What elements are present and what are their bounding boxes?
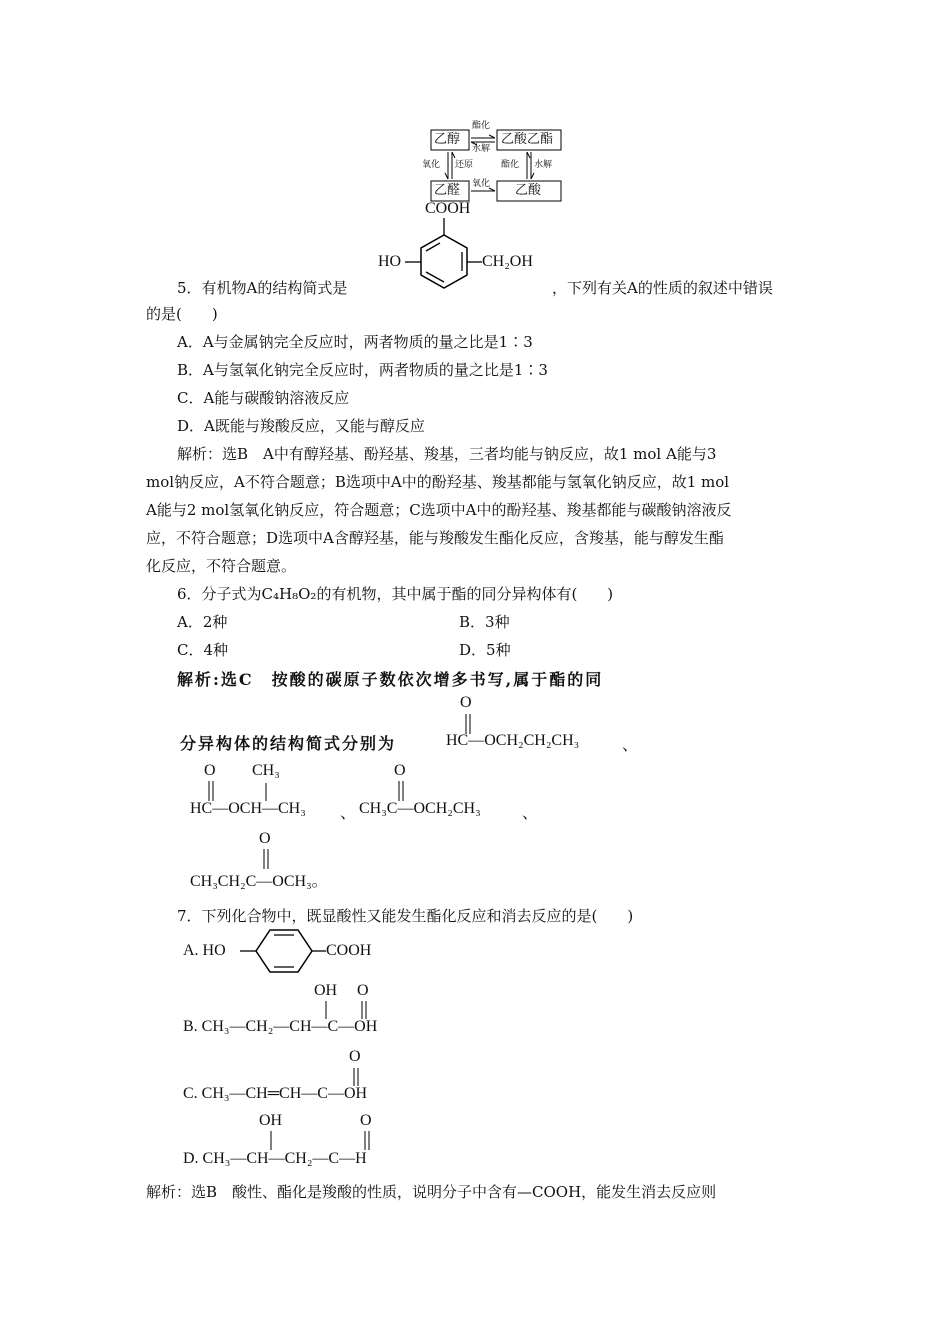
q5-analysis-3: A能与2 mol氢氧化钠反应，符合题意；C选项中A中的酚羟基、羧基都能与碳酸钠溶液反 — [146, 501, 732, 519]
q7-stem: 7．下列化合物中，既显酸性又能发生酯化反应和消去反应的是( ) — [177, 907, 634, 925]
q7-option-d: D. CH₃—CH—CH₂—C—H — [183, 1150, 367, 1167]
q5-analysis-4: 应，不符合题意；D选项中A含醇羟基，能与羧酸发生酯化反应，含羧基，能与醇发生酯 — [146, 529, 724, 547]
q6-option-a: A．2种 — [177, 613, 228, 631]
cooh-group: COOH — [425, 200, 471, 217]
q7-option-c: C. CH₃—CH═CH—C—OH — [183, 1085, 368, 1102]
q5-option-a: A．A与金属钠完全反应时，两者物质的量之比是1∶3 — [177, 333, 533, 351]
label-hydrolysis-2: 水解 — [534, 160, 553, 170]
ch2oh-group: CH₂OH — [482, 253, 533, 270]
q6-option-d: D．5种 — [459, 641, 511, 659]
label-oxidation-2: 氧化 — [472, 179, 491, 189]
label-hydrolysis: 水解 — [472, 144, 491, 154]
q5-stem-a: 5．有机物A的结构简式是 — [177, 279, 348, 297]
q7-b-oxygen: O — [357, 982, 369, 999]
q5-option-c: C．A能与碳酸钠溶液反应 — [177, 389, 350, 407]
s4-formula: CH₃CH₂C—OCH₃。 — [190, 873, 328, 890]
q5-stem-c: 的是( ) — [146, 305, 218, 323]
q7-d-oxygen: O — [360, 1112, 372, 1129]
label-reduction: 还原 — [455, 160, 474, 170]
ho-group: HO — [378, 253, 402, 270]
q7-c-oxygen: O — [349, 1048, 361, 1065]
s3-separator: 、 — [522, 805, 539, 822]
label-esterify: 酯化 — [472, 121, 491, 131]
label-esterify-2: 酯化 — [501, 160, 520, 170]
label-oxidation: 氧化 — [422, 160, 441, 170]
q6-option-c: C．4种 — [177, 641, 229, 659]
q7-option-b: B. CH₃—CH₂—CH—C—OH — [183, 1018, 378, 1035]
q7-b-oh: OH — [314, 982, 338, 999]
s2-separator: 、 — [340, 805, 357, 822]
box-ethanol: 乙醇 — [434, 132, 461, 147]
box-ethyl-acetate: 乙酸乙酯 — [501, 132, 554, 147]
s4-oxygen: O — [259, 830, 271, 847]
s1-oxygen: O — [460, 694, 472, 711]
q5-analysis-1: 解析：选B A中有醇羟基、酚羟基、羧基，三者均能与钠反应，故1 mol A能与3 — [177, 445, 717, 463]
s1-separator: 、 — [622, 737, 639, 754]
q6-analysis-2: 分异构体的结构简式分别为 — [180, 734, 397, 753]
s2-formula: HC—OCH—CH₃ — [190, 800, 306, 817]
s3-oxygen: O — [394, 762, 406, 779]
q7-a-label: A. HO — [183, 942, 226, 959]
q5-analysis-5: 化反应，不符合题意。 — [146, 557, 297, 575]
q5-stem-b: ，下列有关A的性质的叙述中错误 — [552, 279, 773, 297]
box-acetaldehyde: 乙醛 — [434, 183, 461, 198]
s2-methyl: CH₃ — [252, 762, 280, 779]
q7-analysis: 解析：选B 酸性、酯化是羧酸的性质，说明分子中含有—COOH，能发生消去反应则 — [146, 1183, 717, 1201]
q7-d-oh: OH — [259, 1112, 283, 1129]
q5-option-d: D．A既能与羧酸反应，又能与醇反应 — [177, 417, 425, 435]
s2-oxygen: O — [204, 762, 216, 779]
q5-option-b: B．A与氢氧化钠完全反应时，两者物质的量之比是1∶3 — [177, 361, 548, 379]
box-acetic-acid: 乙酸 — [515, 183, 542, 198]
s1-formula: HC—OCH₂CH₂CH₃ — [446, 732, 580, 749]
q6-analysis-1: 解析:选C 按酸的碳原子数依次增多书写,属于酯的同 — [177, 670, 604, 689]
s3-formula: CH₃C—OCH₂CH₃ — [359, 800, 481, 817]
q6-stem: 6．分子式为C₄H₈O₂的有机物，其中属于酯的同分异构体有( ) — [177, 585, 614, 603]
q6-option-b: B．3种 — [459, 613, 510, 631]
q5-analysis-2: mol钠反应，A不符合题意；B选项中A中的酚羟基、羧基都能与氢氧化钠反应，故1 mol — [146, 473, 730, 491]
q7-a-cooh: COOH — [326, 942, 372, 959]
